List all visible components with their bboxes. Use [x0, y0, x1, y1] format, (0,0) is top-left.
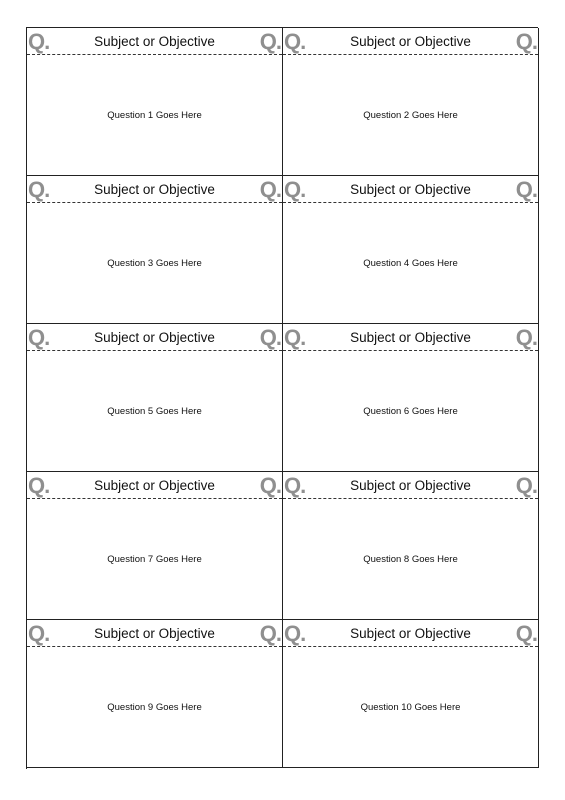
- flash-card-7: [27, 472, 283, 620]
- card-question: Question 8 Goes Here: [363, 553, 458, 565]
- card-question: Question 1 Goes Here: [107, 109, 202, 121]
- card-subject: Subject or Objective: [94, 330, 215, 345]
- card-header: [283, 324, 538, 351]
- q-mark-right: Q.: [259, 473, 281, 498]
- q-mark-left: Q.: [28, 621, 50, 646]
- card-header: [283, 620, 538, 647]
- q-mark-right: Q.: [259, 177, 281, 202]
- flash-card-2: [283, 28, 539, 176]
- card-header: [27, 28, 282, 55]
- card-question: Question 6 Goes Here: [363, 405, 458, 417]
- card-header: [27, 620, 282, 647]
- card-subject: Subject or Objective: [94, 182, 215, 197]
- q-mark-left: Q.: [28, 473, 50, 498]
- q-mark-left: Q.: [284, 473, 306, 498]
- flash-card-3: [27, 176, 283, 324]
- q-mark-left: Q.: [284, 29, 306, 54]
- q-mark-left: Q.: [28, 177, 50, 202]
- card-header: [27, 176, 282, 203]
- q-mark-right: Q.: [259, 29, 281, 54]
- q-mark-right: Q.: [515, 621, 537, 646]
- card-body: [27, 203, 282, 323]
- card-body: [27, 55, 282, 175]
- flash-card-9: [27, 620, 283, 768]
- card-body: [27, 351, 282, 471]
- card-body: [283, 647, 538, 767]
- flash-card-4: [283, 176, 539, 324]
- card-body: [283, 351, 538, 471]
- card-question: Question 10 Goes Here: [360, 701, 461, 713]
- card-body: [283, 55, 538, 175]
- q-mark-right: Q.: [259, 621, 281, 646]
- card-body: [283, 203, 538, 323]
- card-body: [283, 499, 538, 619]
- flash-card-10: [283, 620, 539, 768]
- card-question: Question 4 Goes Here: [363, 257, 458, 269]
- card-header: [283, 176, 538, 203]
- q-mark-left: Q.: [284, 621, 306, 646]
- flash-card-6: [283, 324, 539, 472]
- flash-card-sheet: [26, 27, 538, 769]
- card-subject: Subject or Objective: [94, 34, 215, 49]
- q-mark-left: Q.: [284, 325, 306, 350]
- card-header: [283, 472, 538, 499]
- card-subject: Subject or Objective: [350, 626, 471, 641]
- card-subject: Subject or Objective: [94, 626, 215, 641]
- card-body: [27, 647, 282, 767]
- q-mark-right: Q.: [515, 473, 537, 498]
- card-subject: Subject or Objective: [350, 34, 471, 49]
- card-subject: Subject or Objective: [94, 478, 215, 493]
- card-header: [27, 472, 282, 499]
- flash-card-5: [27, 324, 283, 472]
- card-question: Question 5 Goes Here: [107, 405, 202, 417]
- card-subject: Subject or Objective: [350, 330, 471, 345]
- q-mark-left: Q.: [28, 29, 50, 54]
- q-mark-right: Q.: [259, 325, 281, 350]
- card-question: Question 9 Goes Here: [107, 701, 202, 713]
- card-question: Question 3 Goes Here: [107, 257, 202, 269]
- card-subject: Subject or Objective: [350, 478, 471, 493]
- q-mark-left: Q.: [28, 325, 50, 350]
- card-question: Question 7 Goes Here: [107, 553, 202, 565]
- q-mark-right: Q.: [515, 29, 537, 54]
- card-header: [283, 28, 538, 55]
- q-mark-right: Q.: [515, 325, 537, 350]
- q-mark-left: Q.: [284, 177, 306, 202]
- card-subject: Subject or Objective: [350, 182, 471, 197]
- card-header: [27, 324, 282, 351]
- q-mark-right: Q.: [515, 177, 537, 202]
- card-body: [27, 499, 282, 619]
- flash-card-8: [283, 472, 539, 620]
- flash-card-1: [27, 28, 283, 176]
- card-question: Question 2 Goes Here: [363, 109, 458, 121]
